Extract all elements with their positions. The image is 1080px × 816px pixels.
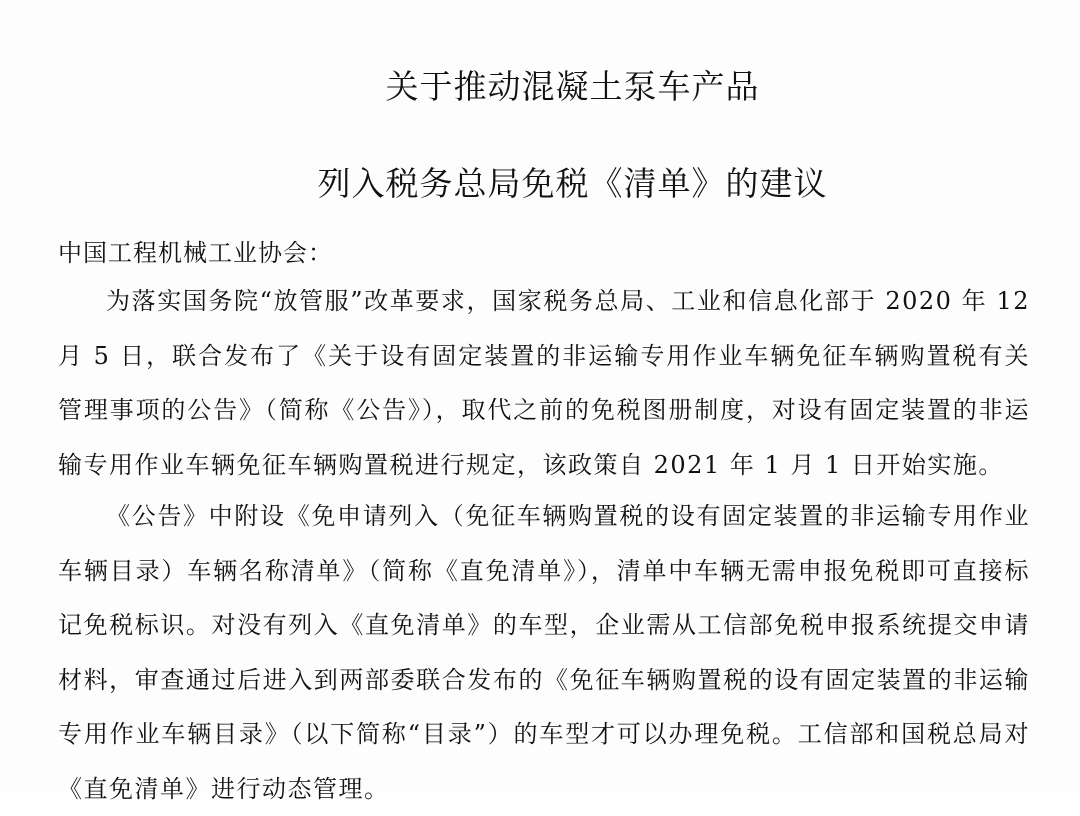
document-title-line-2: 列入税务总局免税《清单》的建议 <box>317 164 828 203</box>
salutation: 中国工程机械工业协会： <box>58 239 333 267</box>
paragraph-2: 《公告》中附设《免申请列入（免征车辆购置税的设有固定装置的非运输专用作业车辆目录）车辆名称清单》（简称《直免清单》），清单中车辆无需申报免税即可直接标记免税标识。对没有列入《直免清单》的车型，企业需从工信部免税申报系统提交申请材料，审查通过后进入到两部委联合发布的《免征车辆购置税的设有固定装置的非运输专用作业车辆目录》（以下简称“目录”）的车型才可以办理免税。工信部和国税总局对《直免清单》进行动态管理。 <box>58 502 1030 803</box>
document-title-line-1: 关于推动混凝土泵车产品 <box>385 67 760 106</box>
paragraph-1: 为落实国务院“放管服”改革要求，国家税务总局、工业和信息化部于 2020 年 12 月 5 日，联合发布了《关于设有固定装置的非运输专用作业车辆免征车辆购置税有关管理事项的公告》（简称《公告》），取代之前的免税图册制度，对设有固定装置的非运输专用作业车辆免征车辆购置税进行规定，该政策自 2021 年 1 月 1 日开始实施。 <box>58 287 1030 479</box>
